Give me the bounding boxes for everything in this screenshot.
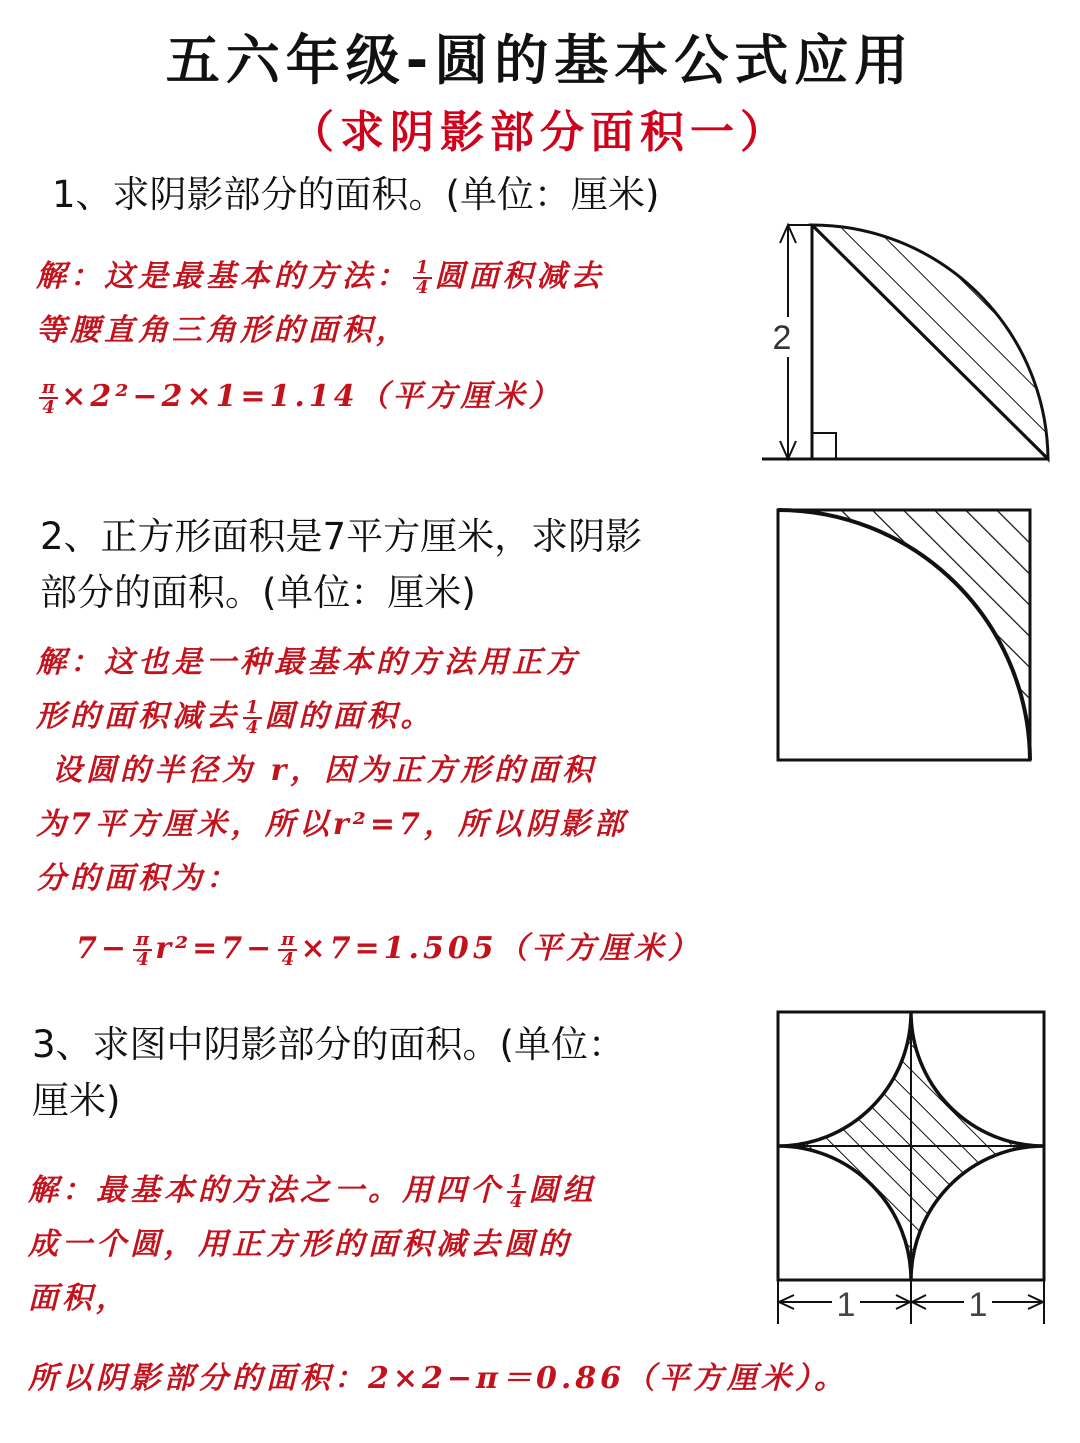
problem-3-final-answer: 所以阴影部分的面积：2×2−π＝0.86（平方厘米）。 [28,1361,849,1396]
solution-text: 圆的面积。 [264,699,435,734]
fraction [507,1173,526,1211]
fraction-denominator: 4 [136,949,149,970]
problem-3-solution-line3: 面积， [28,1281,130,1316]
problem-3-solution-line1 [28,1164,597,1218]
formula-text: 7− [76,931,131,966]
problem-1-solution-line2: 等腰直角三角形的面积， [36,313,410,348]
fraction [278,931,297,969]
fraction-denominator: 4 [246,717,259,738]
figure-1-label: 2 [772,319,792,357]
fraction-numerator: π [278,931,297,951]
fraction-numerator: π [39,379,58,399]
fraction-denominator: 4 [42,397,55,418]
formula-text: ×2²−2×1=1.14（平方厘米） [61,379,563,414]
problem-3-solution-line2: 成一个圆，用正方形的面积减去圆的 [28,1227,572,1262]
solution-text: 圆组 [528,1173,597,1208]
fraction [133,931,152,969]
solution-text: 形的面积减去 [36,699,240,734]
problem-2-formula [76,922,702,976]
figure-3-four-quarter-circles [770,1006,1055,1336]
problem-2-solution-line1: 解：这也是一种最基本的方法用正方 [36,645,580,680]
figure-2-square-arc [770,502,1040,768]
figure-3-dim-right: 1 [968,1286,988,1324]
page-title: 五六年级-圆的基本公式应用 [165,29,915,92]
problem-2-solution-line4: 为7平方厘米，所以r²=7，所以阴影部 [36,807,628,842]
problem-2-question-line2: 部分的面积。(单位：厘米) [40,571,476,614]
fraction-denominator: 4 [416,277,429,298]
problem-3-question-line2: 厘米) [32,1079,121,1122]
figure-1-quarter-circle [760,215,1060,470]
figure-3-dim-left: 1 [836,1286,856,1324]
solution-text: 解：这是最基本的方法： [36,259,410,294]
problem-1-solution-line1 [36,250,605,304]
fraction [413,259,432,297]
problem-1-formula [36,370,563,424]
fraction-denominator: 4 [281,949,295,970]
formula-text: r²=7− [155,931,276,966]
problem-2-question-line1: 2、正方形面积是7平方厘米，求阴影 [40,515,643,558]
fraction [39,379,58,417]
fraction-denominator: 4 [510,1191,523,1212]
problem-2-solution-line2 [36,690,435,744]
fraction-numerator: 1 [243,699,262,719]
fraction-numerator: π [133,931,152,951]
fraction [243,699,262,737]
solution-text: 圆面积减去 [434,259,605,294]
problem-3-question-line1: 3、求图中阴影部分的面积。(单位： [32,1023,625,1066]
problem-2-solution-line5: 分的面积为： [36,861,240,896]
formula-text: ×7=1.505（平方厘米） [300,931,702,966]
fraction-numerator: 1 [413,259,432,279]
problem-2-solution-line3: 设圆的半径为 r，因为正方形的面积 [52,753,597,788]
fraction-numerator: 1 [507,1173,526,1193]
page-subtitle: （求阴影部分面积一） [290,107,790,158]
solution-text: 解：最基本的方法之一。用四个 [28,1173,504,1208]
problem-1-question: 1、求阴影部分的面积。(单位：厘米) [52,173,660,216]
